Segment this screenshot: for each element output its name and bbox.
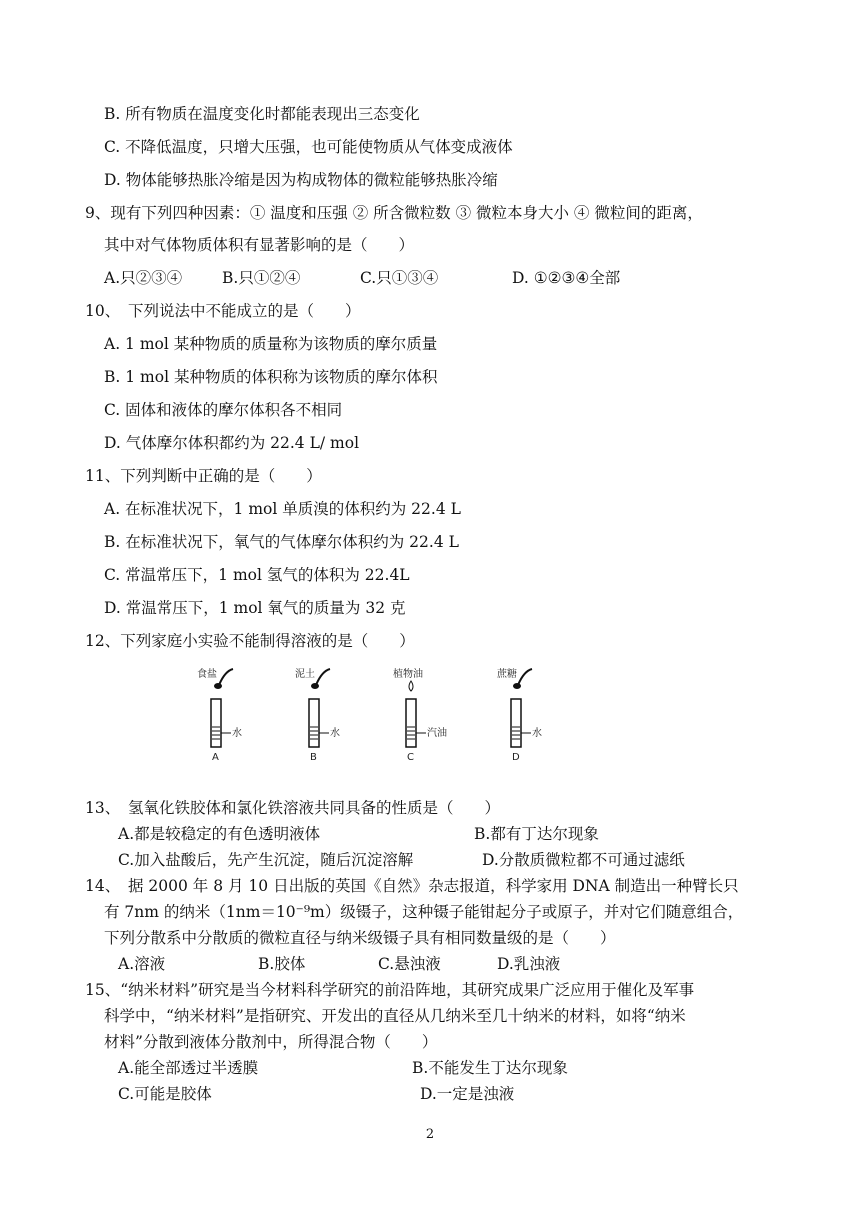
q15-stem-line1: 15、“纳米材料”研究是当今材料科学研究的前沿阵地，其研究成果广泛应用于催化及军事 [85, 981, 695, 999]
tube-a [197, 667, 242, 763]
tube-c [393, 667, 447, 763]
tube-d-top-label: 蔗糖 [497, 669, 517, 680]
tube-a-side-label: 水 [232, 728, 242, 739]
q13-option-c: C.加入盐酸后，先产生沉淀，随后沉淀溶解 [118, 851, 414, 869]
tube-a-letter: A [212, 752, 219, 763]
q10-option-d: D. 气体摩尔体积都约为 22.4 L/ mol [104, 434, 360, 452]
test-tube-icon [309, 699, 319, 747]
spoon-bowl-icon [214, 683, 222, 689]
q14-stem-line2: 有 7nm 的纳米（1nm＝10⁻⁹m）级镊子，这种镊子能钳起分子或原子，并对它们随意组合， [104, 903, 744, 921]
test-tube-diagram [185, 665, 565, 765]
spoon-bowl-icon [513, 683, 521, 689]
q14-stem-line3: 下列分散系中分散质的微粒直径与纳米级镊子具有相同数量级的是（ ） [104, 929, 616, 947]
tube-d [497, 667, 542, 763]
tube-d-letter: D [512, 752, 520, 763]
q15-stem-line2: 科学中，“纳米材料”是指研究、开发出的直径从几纳米至几十纳米的材料，如将“纳米 [104, 1007, 686, 1025]
q14-option-d: D.乳浊液 [497, 955, 561, 973]
q12-stem: 12、下列家庭小实验不能制得溶液的是（ ） [85, 632, 415, 650]
test-tube-figure [185, 665, 565, 765]
q15-option-b: B.不能发生丁达尔现象 [412, 1059, 568, 1077]
tube-c-side-label: 汽油 [427, 728, 447, 739]
q9-stem-line1: 9、现有下列四种因素：① 温度和压强 ② 所含微粒数 ③ 微粒本身大小 ④ 微粒间的距离， [85, 204, 703, 222]
test-tube-icon [211, 699, 221, 747]
test-tube-icon [406, 699, 416, 747]
q11-option-c: C. 常温常压下，1 mol 氢气的体积为 22.4L [104, 566, 410, 584]
q9-stem-line2: 其中对气体物质体积有显著影响的是（ ） [104, 236, 415, 254]
tube-b-letter: B [310, 752, 317, 763]
spoon-icon [219, 669, 233, 685]
tube-d-side-label: 水 [532, 728, 542, 739]
q14-option-c: C.悬浊液 [378, 955, 441, 973]
q11-stem: 11、下列判断中正确的是（ ） [85, 467, 322, 485]
q9-option-a: A.只②③④ [104, 269, 183, 287]
q14-option-b: B.胶体 [258, 955, 306, 973]
tube-c-letter: C [407, 752, 414, 763]
page-number: 2 [425, 1127, 435, 1142]
q9-option-b: B.只①②④ [222, 269, 301, 287]
q15-option-a: A.能全部透过半透膜 [118, 1059, 259, 1077]
q14-stem-line1: 14、 据 2000 年 8 月 10 日出版的英国《自然》杂志报道，科学家用 DNA 制造出一种臂长只 [85, 877, 739, 895]
q13-option-d: D.分散质微粒都不可通过滤纸 [482, 851, 685, 869]
spoon-icon [316, 669, 330, 685]
q8-option-b: B. 所有物质在温度变化时都能表现出三态变化 [104, 105, 420, 123]
q11-option-b: B. 在标准状况下，氧气的气体摩尔体积约为 22.4 L [104, 533, 459, 551]
q13-option-b: B.都有丁达尔现象 [474, 825, 599, 843]
tube-b-top-label: 泥土 [295, 669, 315, 680]
tube-b [295, 667, 340, 763]
q13-option-a: A.都是较稳定的有色透明液体 [118, 825, 321, 843]
spoon-bowl-icon [311, 683, 319, 689]
q8-option-d: D. 物体能够热胀冷缩是因为构成物体的微粒能够热胀冷缩 [104, 171, 498, 189]
tube-c-top-label: 植物油 [393, 669, 423, 680]
q13-stem: 13、 氢氧化铁胶体和氯化铁溶液共同具备的性质是（ ） [85, 799, 500, 817]
q10-option-c: C. 固体和液体的摩尔体积各不相同 [104, 401, 343, 419]
q8-option-c: C. 不降低温度，只增大压强，也可能使物质从气体变成液体 [104, 138, 513, 156]
q9-option-c: C.只①③④ [360, 269, 439, 287]
q10-option-a: A. 1 mol 某种物质的质量称为该物质的摩尔质量 [104, 335, 438, 353]
q14-option-a: A.溶液 [118, 955, 166, 973]
q10-stem: 10、 下列说法中不能成立的是（ ） [85, 302, 361, 320]
tube-b-side-label: 水 [330, 728, 340, 739]
spoon-icon [518, 669, 532, 685]
tube-a-top-label: 食盐 [197, 669, 217, 680]
test-tube-icon [511, 699, 521, 747]
q15-stem-line3: 材料”分散到液体分散剂中，所得混合物（ ） [104, 1033, 438, 1051]
q11-option-d: D. 常温常压下，1 mol 氧气的质量为 32 克 [104, 599, 406, 617]
q15-option-c: C.可能是胶体 [118, 1085, 212, 1103]
q11-option-a: A. 在标准状况下，1 mol 单质溴的体积约为 22.4 L [104, 500, 461, 518]
q10-option-b: B. 1 mol 某种物质的体积称为该物质的摩尔体积 [104, 368, 438, 386]
q15-option-d: D.一定是浊液 [420, 1085, 515, 1103]
q9-option-d: D. ①②③④全部 [512, 269, 621, 287]
oil-drop-icon [409, 681, 413, 691]
